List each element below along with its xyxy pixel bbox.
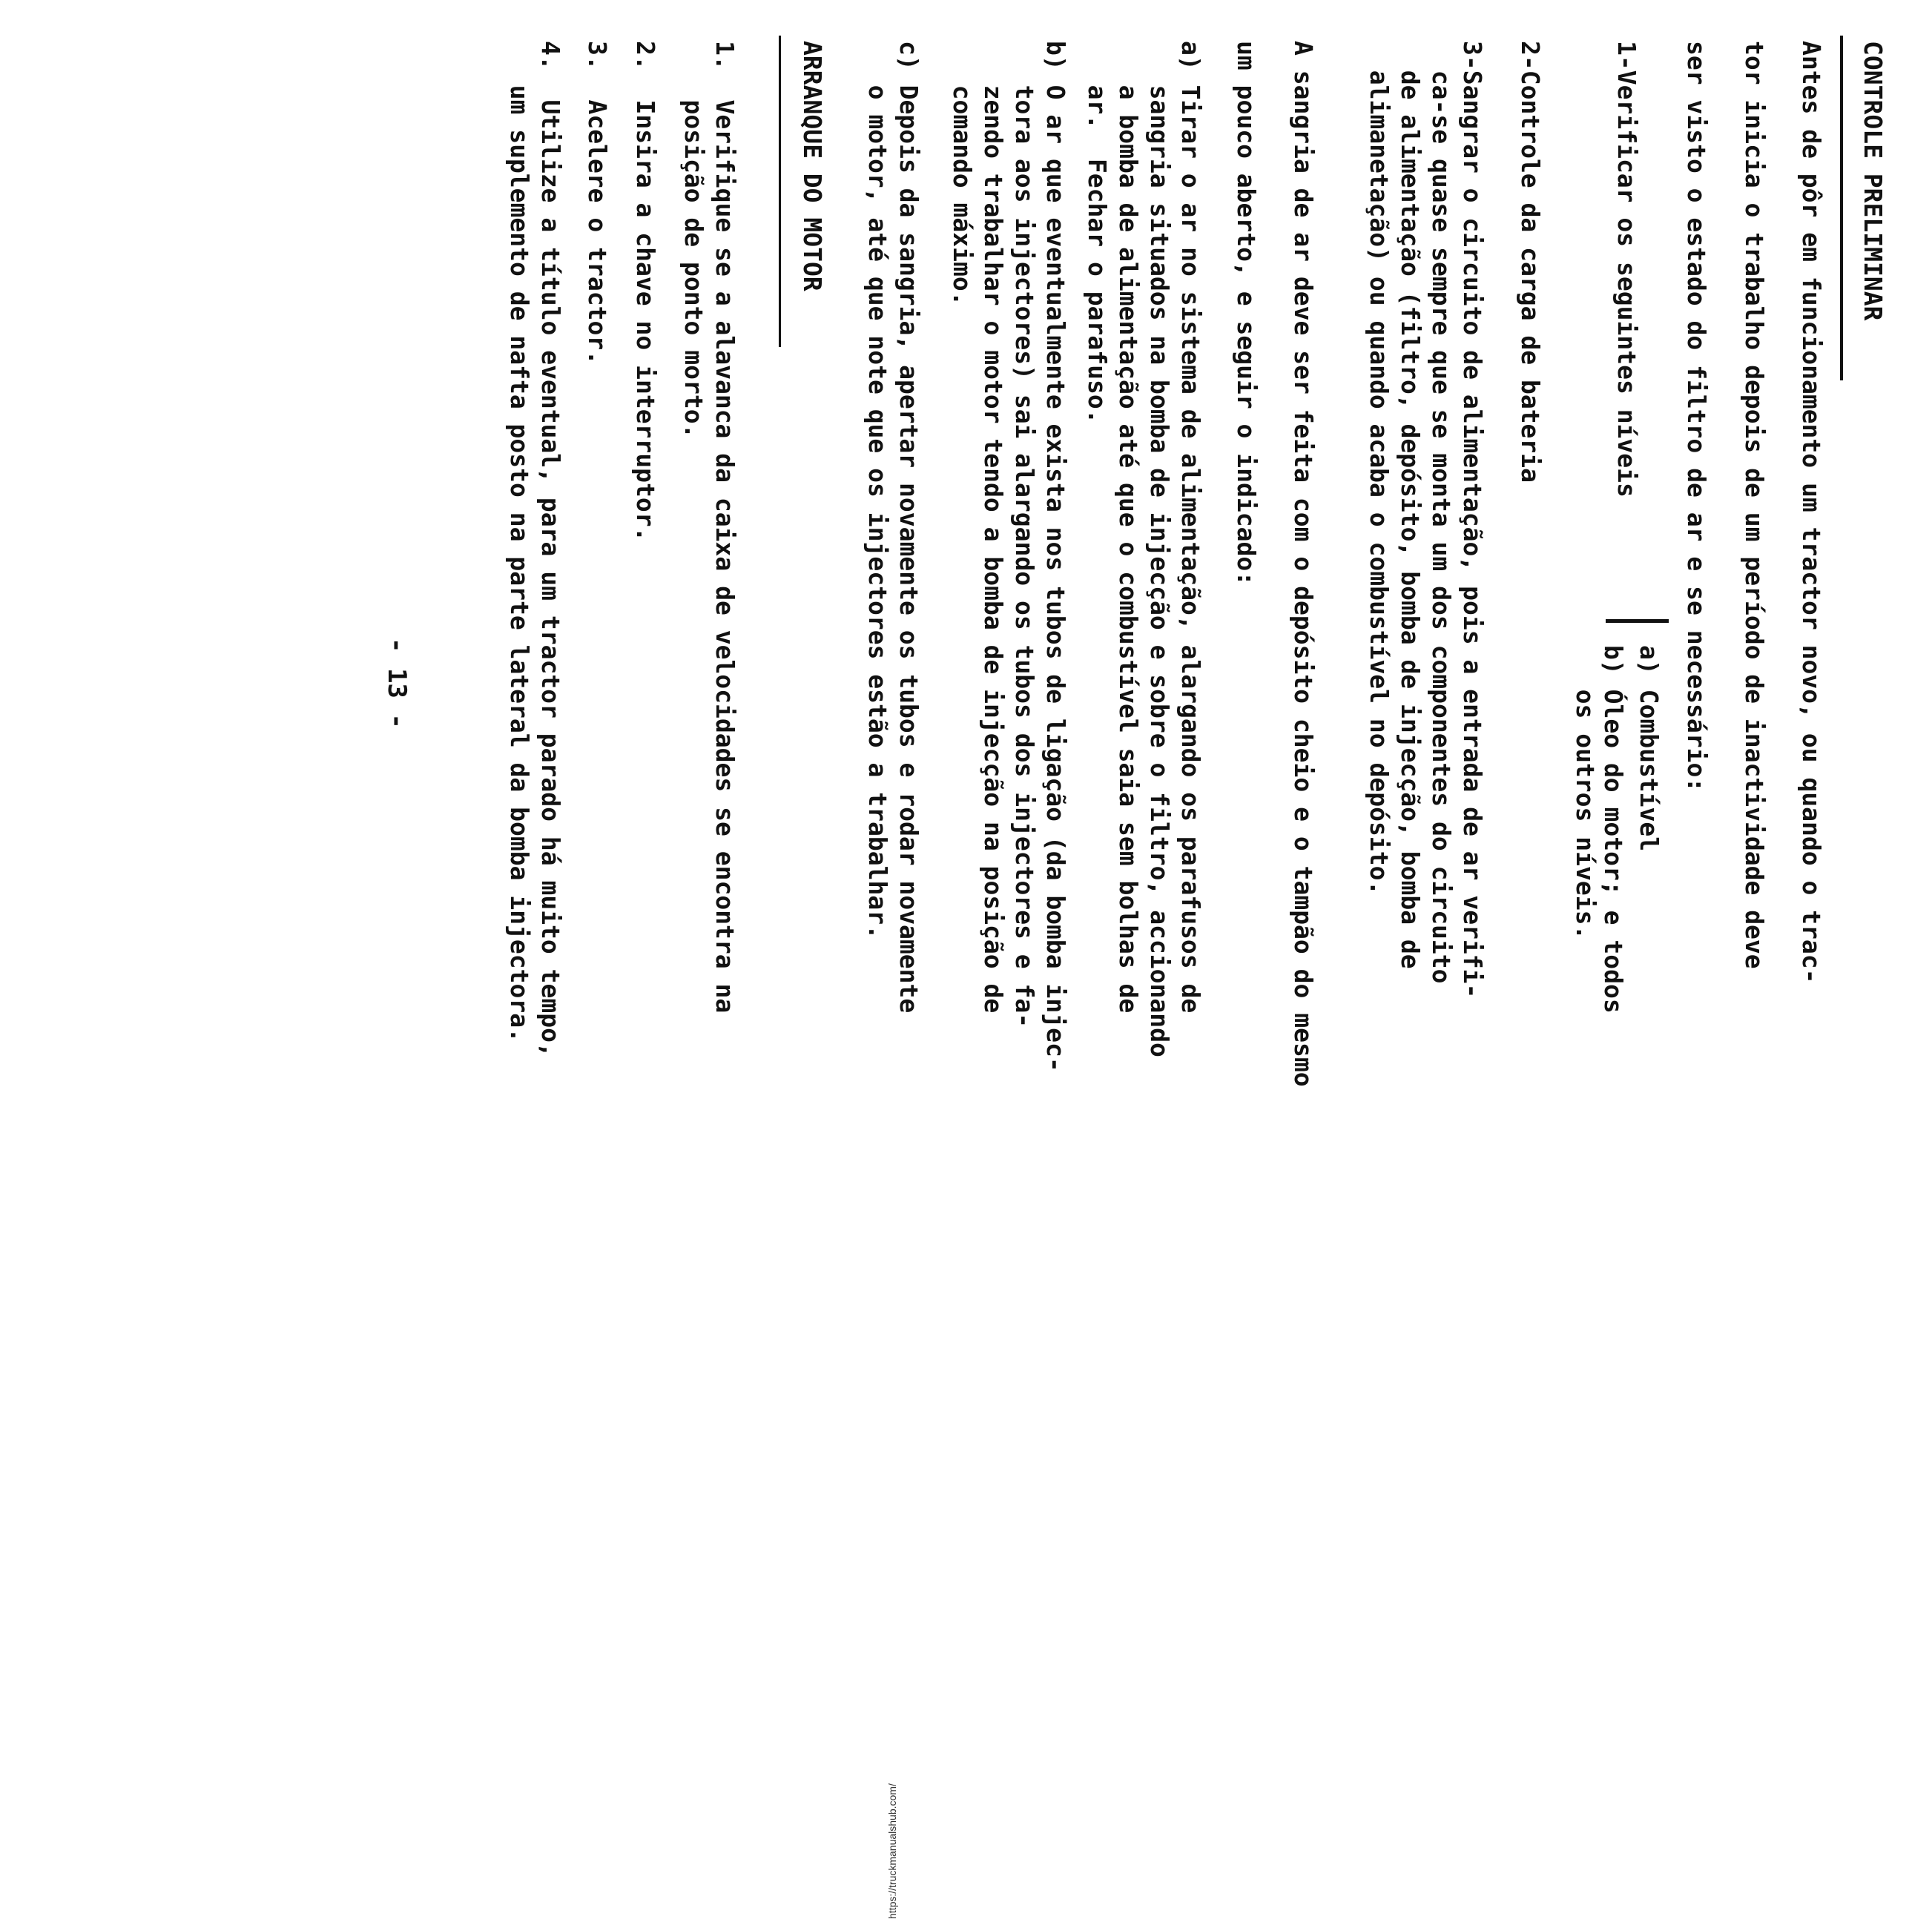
section-title-underline (779, 36, 781, 347)
intro-line: tor inicia o trabalho depois de um período de inactividade deve (1740, 41, 1769, 969)
bleed-step-b-line: tora aos injectores) sai alargando os tubos dos injectores e fa- (1010, 41, 1039, 1028)
bleed-step-b-line: zendo trabalhar o motor tendo a bomba de injecção na posição de (979, 41, 1008, 1014)
intro-line: ser visto o estado do filtro de ar e se necessário: (1682, 41, 1711, 793)
step-1-item-oil: b) Óleo do motor; e todos (1599, 645, 1628, 1014)
bleed-step-a-line: a bomba de alimentação até que o combustível saia sem bolhas de (1114, 41, 1143, 1014)
step-1-item-others: os outros níveis. (1571, 645, 1600, 940)
start-step-4-line: 4. Utilize a título eventual, para um tractor parado há muito tempo, (536, 41, 565, 1057)
step-1-label: 1-Verificar os seguintes níveis (1612, 41, 1641, 498)
step-3-line: 3-Sangrar o circuito de alimentação, pois a entrada de ar verifi- (1458, 41, 1487, 999)
start-step-1-line: 1. Verifique se a alavanca da caixa de velocidades se encontra na (711, 41, 739, 1014)
start-step-4-line: um suplemento de nafta posto na parte lateral da bomba injectora. (505, 41, 534, 1043)
step-3-line: alimanetação) ou quando acaba o combustível no depósito. (1365, 41, 1394, 896)
page-title: CONTROLE PRELIMINAR (1859, 41, 1888, 321)
bleed-step-a-line: a) Tirar o ar no sistema de alimentação, alargando os parafusos de (1176, 41, 1205, 1014)
bleed-step-b-line: b) O ar que eventualmente exista nos tubos de ligação (da bomba injec- (1041, 41, 1070, 1072)
start-step-1-line: posição de ponto morto. (679, 41, 708, 439)
section-title: ARRANQUE DO MOTOR (798, 41, 827, 291)
page-number: - 13 - (382, 638, 412, 729)
step-1-bracket (1606, 619, 1669, 623)
title-underline (1840, 36, 1843, 380)
step-1-item-fuel: a) Combustível (1635, 645, 1664, 852)
step-2-label: 2-Controle da carga de bateria (1516, 41, 1545, 483)
bleed-step-c-line: o motor, até que note que os injectores estão a trabalhar. (863, 41, 892, 939)
bleed-step-c-line: c) Depois da sangria, apertar novamente os tubos e rodar novamente (894, 41, 923, 1014)
bleed-step-a-line: sangria situados na bomba de injecção e sobre o filtro, accionando (1145, 41, 1174, 1057)
step-3-line: de alimentação (filtro, depósito, bomba de injecção, bomba de (1396, 41, 1425, 969)
step-3-line: ca-se quase sempre que se monta um dos componentes do circuito (1427, 41, 1456, 984)
bleed-step-b-line: comando máximo. (948, 41, 977, 306)
bleed-note-line: um pouco aberto, e seguir o indicado: (1232, 41, 1261, 587)
start-step-3: 3. Acelere o tractor. (583, 41, 612, 366)
start-step-2: 2. Insira a chave no interruptor. (631, 41, 660, 542)
bleed-step-a-line: ar. Fechar o parafuso. (1083, 41, 1112, 424)
intro-line: Antes de pôr em funcionamento um tractor novo, ou quando o trac- (1797, 41, 1826, 984)
bleed-note-line: A sangria de ar deve ser feita com o depósito cheio e o tampão do mesmo (1289, 41, 1318, 1087)
source-url: https://truckmanualshub.com/ (886, 1783, 898, 1919)
